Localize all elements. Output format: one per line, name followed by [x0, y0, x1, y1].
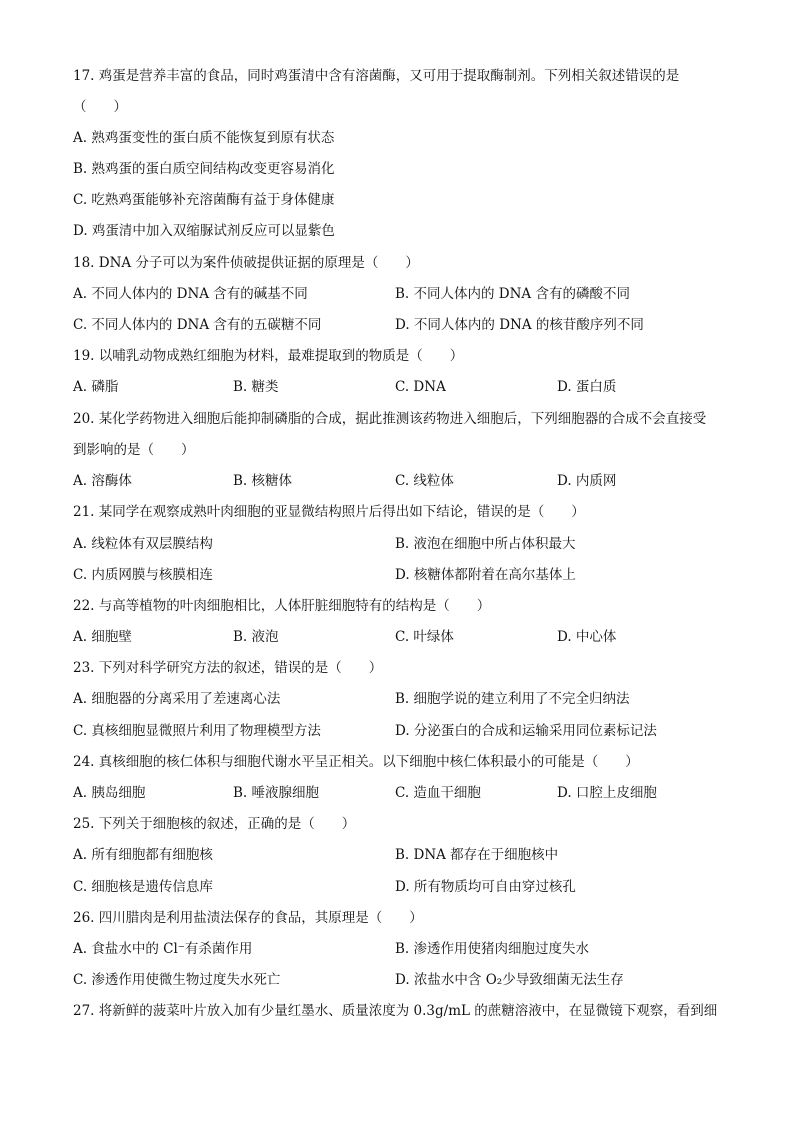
- question-18-option-a: A. 不同人体内的 DNA 含有的碱基不同: [73, 286, 308, 302]
- question-24-option-a: A. 胰岛细胞: [73, 785, 146, 801]
- question-18-option-d: D. 不同人体内的 DNA 的核苷酸序列不同: [395, 317, 644, 333]
- question-23-stem: 23. 下列对科学研究方法的叙述，错误的是（ ）: [73, 660, 383, 676]
- question-19-option-d: D. 蛋白质: [557, 379, 617, 395]
- question-26-stem: 26. 四川腊肉是利用盐渍法保存的食品，其原理是（ ）: [73, 910, 423, 926]
- question-25-option-d: D. 所有物质均可自由穿过核孔: [395, 879, 576, 895]
- question-18-option-c: C. 不同人体内的 DNA 含有的五碳糖不同: [73, 317, 322, 333]
- question-21-option-a: A. 线粒体有双层膜结构: [73, 536, 213, 552]
- question-20-option-c: C. 线粒体: [395, 473, 454, 489]
- question-26-option-b: B. 渗透作用使猪肉细胞过度失水: [395, 941, 590, 957]
- question-19-option-b: B. 糖类: [233, 379, 279, 395]
- question-22-option-b: B. 液泡: [233, 629, 279, 645]
- question-24-option-c: C. 造血干细胞: [395, 785, 481, 801]
- question-18-stem: 18. DNA 分子可以为案件侦破提供证据的原理是（ ）: [73, 255, 419, 271]
- question-17-option-b: B. 熟鸡蛋的蛋白质空间结构改变更容易消化: [73, 161, 335, 177]
- question-17-option-d: D. 鸡蛋清中加入双缩脲试剂反应可以显紫色: [73, 223, 335, 239]
- question-27-stem: 27. 将新鲜的菠菜叶片放入加有少量红墨水、质量浓度为 0.3g/mL 的蔗糖溶液中，在显微镜下观察，看到细: [73, 1003, 718, 1019]
- question-22-option-d: D. 中心体: [557, 629, 617, 645]
- question-19-option-c: C. DNA: [395, 379, 446, 395]
- question-20-option-b: B. 核糖体: [233, 473, 293, 489]
- question-17-paren: （ ）: [73, 99, 127, 115]
- question-17-option-a: A. 熟鸡蛋变性的蛋白质不能恢复到原有状态: [73, 130, 335, 146]
- question-25-stem: 25. 下列关于细胞核的叙述，正确的是（ ）: [73, 816, 356, 832]
- question-26-option-d: D. 浓盐水中含 O₂少导致细菌无法生存: [395, 972, 624, 988]
- question-21-stem: 21. 某同学在观察成熟叶肉细胞的亚显微结构照片后得出如下结论，错误的是（ ）: [73, 504, 585, 520]
- question-25-option-c: C. 细胞核是遗传信息库: [73, 879, 213, 895]
- question-19-option-a: A. 磷脂: [73, 379, 119, 395]
- question-20-stem: 20. 某化学药物进入细胞后能抑制磷脂的合成，据此推测该药物进入细胞后，下列细胞器的合成不会直接受: [73, 411, 707, 427]
- question-21-option-c: C. 内质网膜与核膜相连: [73, 567, 213, 583]
- question-17-stem: 17. 鸡蛋是营养丰富的食品，同时鸡蛋清中含有溶菌酶，又可用于提取酶制剂。下列相关叙述错误的是: [73, 68, 680, 84]
- question-23-option-b: B. 细胞学说的建立利用了不完全归纳法: [395, 691, 630, 707]
- question-21-option-d: D. 核糖体都附着在高尔基体上: [395, 567, 576, 583]
- question-26-option-c: C. 渗透作用使微生物过度失水死亡: [73, 972, 281, 988]
- question-21-option-b: B. 液泡在细胞中所占体积最大: [395, 536, 576, 552]
- question-20-option-d: D. 内质网: [557, 473, 617, 489]
- question-25-option-a: A. 所有细胞都有细胞核: [73, 847, 213, 863]
- question-22-stem: 22. 与高等植物的叶肉细胞相比，人体肝脏细胞特有的结构是（ ）: [73, 598, 491, 614]
- question-26-option-a: A. 食盐水中的 Cl⁻有杀菌作用: [73, 941, 253, 957]
- question-18-option-b: B. 不同人体内的 DNA 含有的磷酸不同: [395, 286, 630, 302]
- question-22-option-a: A. 细胞壁: [73, 629, 132, 645]
- question-24-option-b: B. 唾液腺细胞: [233, 785, 320, 801]
- question-20-option-a: A. 溶酶体: [73, 473, 132, 489]
- question-17-option-c: C. 吃熟鸡蛋能够补充溶菌酶有益于身体健康: [73, 192, 335, 208]
- question-23-option-c: C. 真核细胞显微照片利用了物理模型方法: [73, 723, 321, 739]
- question-24-option-d: D. 口腔上皮细胞: [557, 785, 657, 801]
- question-22-option-c: C. 叶绿体: [395, 629, 454, 645]
- question-19-stem: 19. 以哺乳动物成熟红细胞为材料，最难提取到的物质是（ ）: [73, 348, 464, 364]
- question-24-stem: 24. 真核细胞的核仁体积与细胞代谢水平呈正相关。以下细胞中核仁体积最小的可能是（ ）: [73, 754, 639, 770]
- question-25-option-b: B. DNA 都存在于细胞核中: [395, 847, 559, 863]
- question-23-option-d: D. 分泌蛋白的合成和运输采用同位素标记法: [395, 723, 657, 739]
- question-23-option-a: A. 细胞器的分离采用了差速离心法: [73, 691, 281, 707]
- question-20-stem-continued: 到影响的是（ ）: [73, 442, 195, 458]
